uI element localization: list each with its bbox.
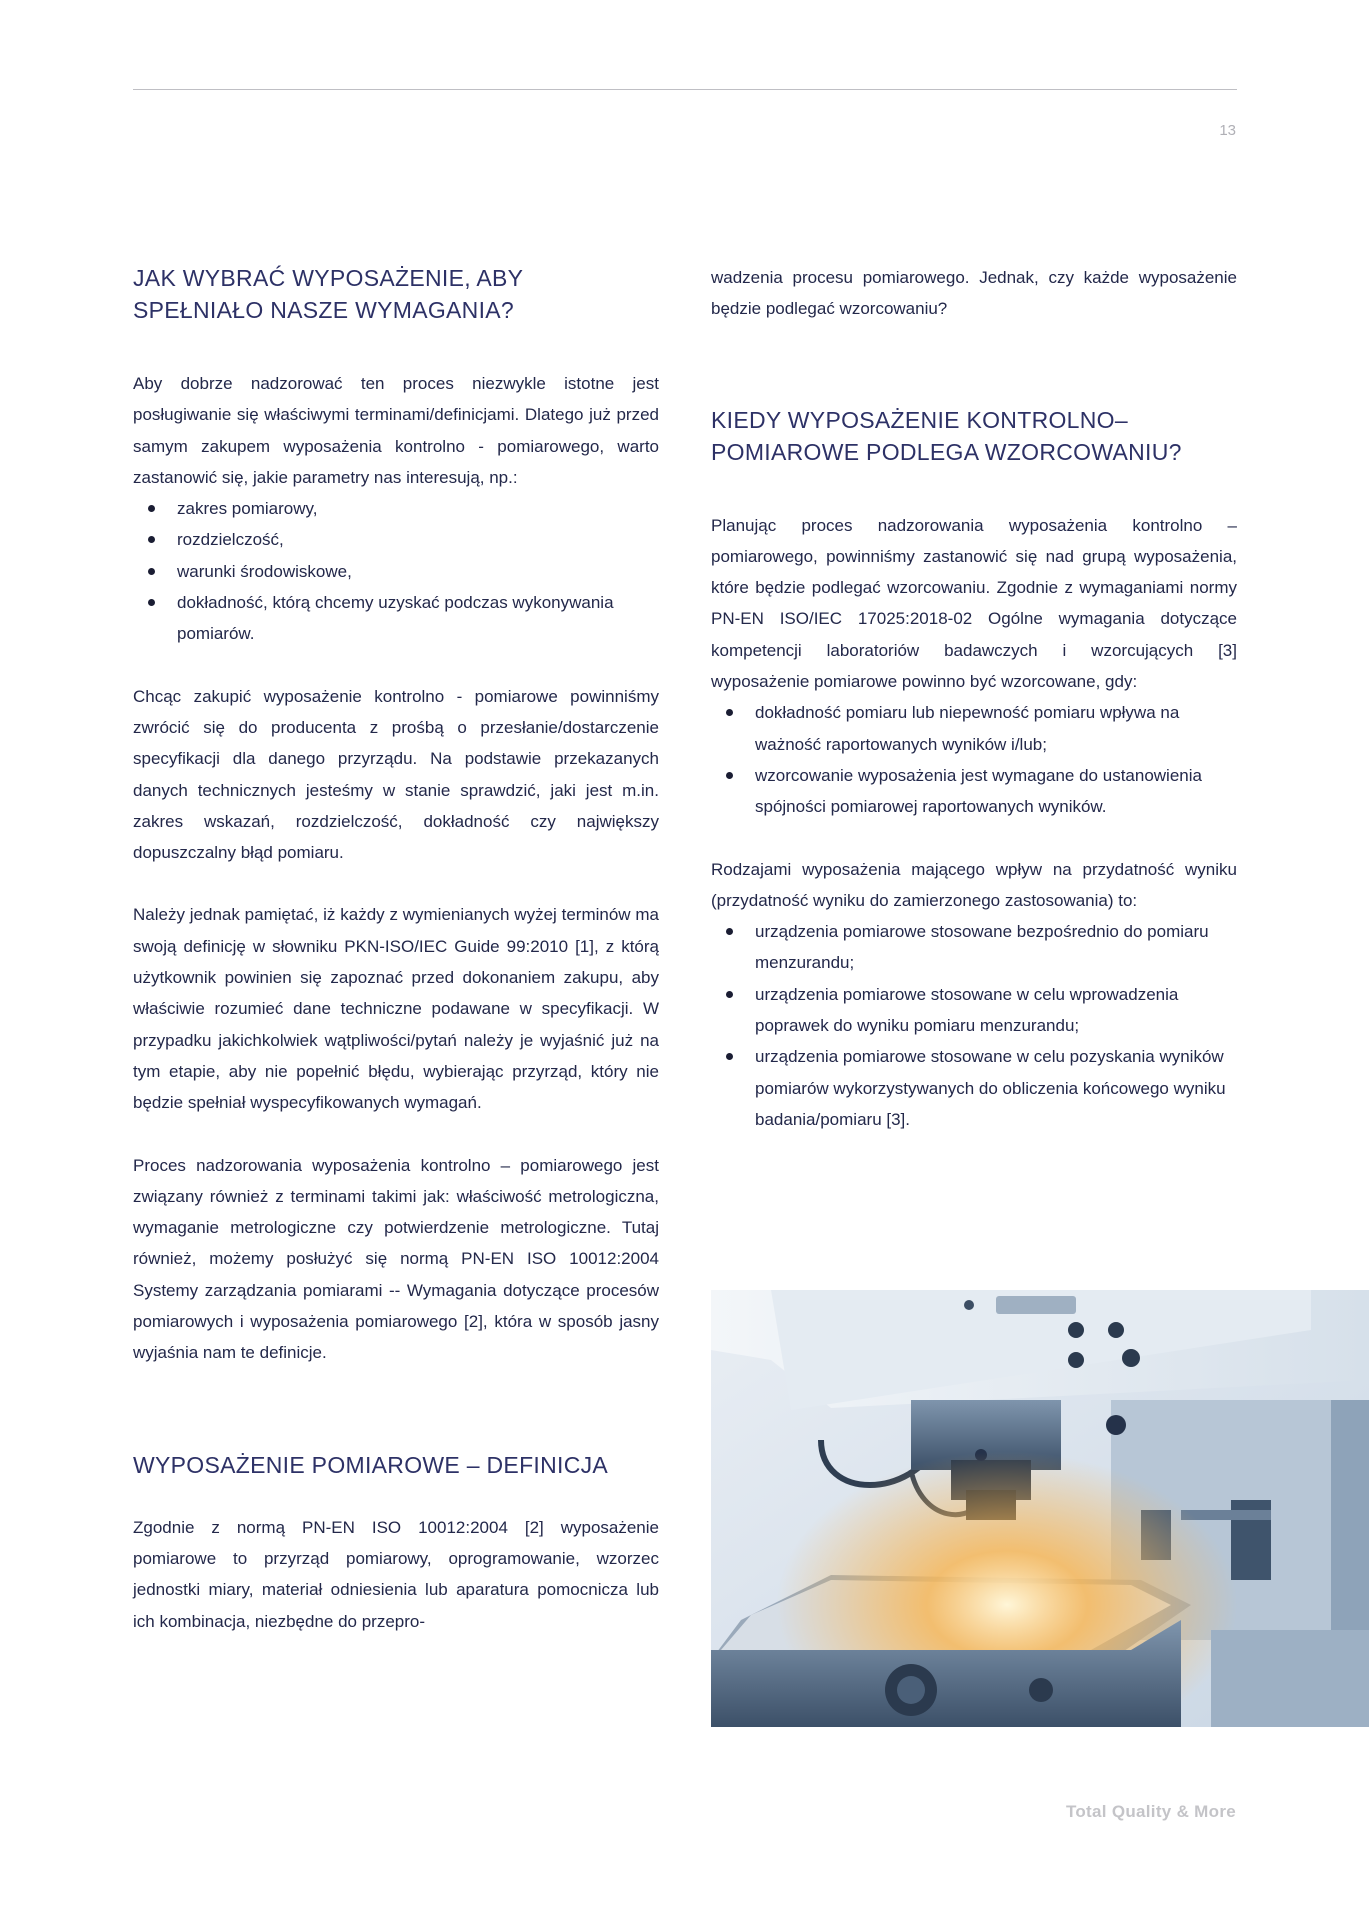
list-item: urządzenia pomiarowe stosowane bezpośrednio do pomiaru menzurandu; (711, 916, 1237, 979)
right-column (711, 262, 1237, 1135)
paragraph: Chcąc zakupić wyposażenie kontrolno - pomiarowe powinniśmy zwrócić się do producenta z prośbą o przesłanie/dostarczenie specyfikacji dla danego przyrządu. Na podstawie przekazanych danych technicznych jesteśmy w stanie sprawdzić, jaki jest m.in. zakres wskazań, rozdzielczość, dokładność czy największy dopuszczalny błąd pomiaru. (133, 686, 659, 863)
paragraph: Aby dobrze nadzorować ten proces niezwykle istotne jest posługiwanie się właściwymi terminami/definicjami. Dlatego już przed samym zakupem wyposażenia kontrolno - pomiarowego, warto zastanowić się, jakie parametry nas interesują, np.: (133, 374, 659, 487)
left-column (133, 262, 659, 1637)
section-heading-choose-equipment: JAK WYBRAĆ WYPOSAŻENIE, ABY SPEŁNIAŁO NASZE WYMAGANIA? (133, 265, 523, 323)
bullet-list-calibration-conditions (711, 697, 1237, 822)
paragraph: Planując proces nadzorowania wyposażenia kontrolno – pomiarowego, powinniśmy zastanowić się nad grupą wyposażenia, które będzie podlegać wzorcowaniu. Zgodnie z wymaganiami normy PN-EN ISO/IEC 17025:2018-02 Ogólne wymagania dotyczące kompetencji laboratoriów badawczych i wzorcujących [3] wyposażenie pomiarowe powinno być wzorcowane, gdy: (711, 515, 1237, 692)
section-heading-definition: WYPOSAŻENIE POMIAROWE – DEFINICJA (133, 1451, 609, 1478)
list-item: zakres pomiarowy, (133, 493, 659, 524)
header-divider (133, 89, 1237, 90)
bullet-list-parameters (133, 493, 659, 649)
footer-brand: Total Quality & More (1065, 1802, 1236, 1821)
list-item: urządzenia pomiarowe stosowane w celu pozyskania wyników pomiarów wykorzystywanych do obliczenia końcowego wyniku badania/pomiaru [3]. (711, 1041, 1237, 1135)
section-heading-calibration: KIEDY WYPOSAŻENIE KONTROLNO–POMIAROWE PODLEGA WZORCOWANIU? (711, 406, 1182, 465)
list-item: warunki środowiskowe, (133, 556, 659, 587)
paragraph: Należy jednak pamiętać, iż każdy z wymienianych wyżej terminów ma swoją definicję w słowniku PKN-ISO/IEC Guide 99:2010 [1], z którą użytkownik powinien się zapoznać przed dokonaniem zakupu, aby właściwie rozumieć dane techniczne podawane w specyfikacji. W przypadku jakichkolwiek wątpliwości/pytań należy je wyjaśnić już na tym etapie, aby nie popełnić błędu, wybierając przyrząd, który nie będzie spełniał wyspecyfikowanych wymagań. (133, 905, 659, 1113)
list-item: rozdzielczość, (133, 524, 659, 555)
list-item: dokładność pomiaru lub niepewność pomiaru wpływa na ważność raportowanych wyników i/lub; (711, 697, 1237, 760)
list-item: urządzenia pomiarowe stosowane w celu wprowadzenia poprawek do wyniku pomiaru menzurandu; (711, 979, 1237, 1042)
page-number: 13 (1219, 122, 1236, 139)
list-item: dokładność, którą chcemy uzyskać podczas wykonywania pomiarów. (133, 587, 659, 650)
list-item: wzorcowanie wyposażenia jest wymagane do ustanowienia spójności pomiarowej raportowanych wyników. (711, 760, 1237, 823)
measuring-machine-photo (711, 1290, 1369, 1727)
bullet-list-equipment-types (711, 916, 1237, 1135)
paragraph: Zgodnie z normą PN-EN ISO 10012:2004 [2] wyposażenie pomiarowe to przyrząd pomiarowy, oprogramowanie, wzorzec jednostki miary, materiał odniesienia lub aparatura pomocnicza lub ich kombinacja, niezbędne do przepro- (133, 1517, 659, 1631)
paragraph: Proces nadzorowania wyposażenia kontrolno – pomiarowego jest związany również z terminami takimi jak: właściwość metrologiczna, wymaganie metrologiczne czy potwierdzenie metrologiczne. Tutaj również, możemy posłużyć się normą PN-EN ISO 10012:2004 Systemy zarządzania pomiarami -- Wymagania dotyczące procesów pomiarowych i wyposażenia pomiarowego [2], która w sposób jasny wyjaśnia nam te definicje. (133, 1155, 659, 1363)
paragraph: Rodzajami wyposażenia mającego wpływ na przydatność wyniku (przydatność wyniku do zamierzonego zastosowania) to: (711, 859, 1237, 910)
paragraph-continued: wadzenia procesu pomiarowego. Jednak, czy każde wyposażenie będzie podlegać wzorcowaniu? (711, 268, 1237, 319)
